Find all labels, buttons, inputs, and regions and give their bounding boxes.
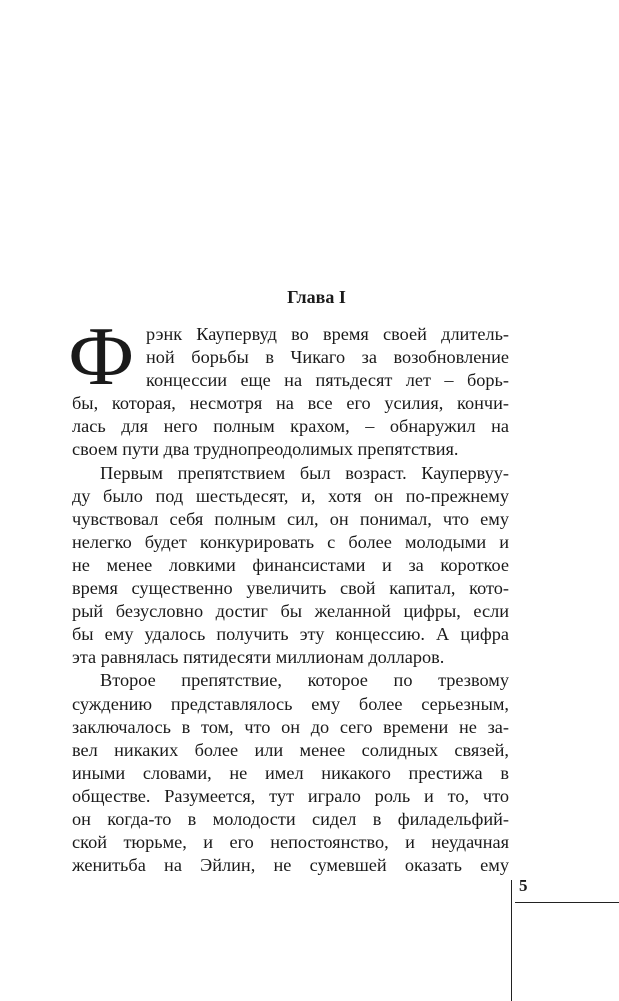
drop-cap: Ф	[68, 310, 135, 403]
text-line: ной борьбы в Чикаго за возобновление	[146, 347, 509, 368]
text-line: бы, которая, несмотря на все его усилия, кончи-	[72, 393, 509, 414]
text-line: эта равнялась пятидесяти миллионам долларов.	[72, 647, 445, 668]
body-text	[68, 310, 509, 877]
paragraph	[72, 323, 509, 462]
text-line: Первым препятствием был возраст. Каупервуу-	[100, 462, 509, 483]
text-line: ской тюрьме, и его непостоянство, и неудачная	[72, 832, 509, 853]
text-line: он когда-то в молодости сидел в филадельфий-	[72, 808, 509, 829]
text-line: лась для него полным крахом, – обнаружил на	[72, 416, 509, 437]
text-line: рый безусловно достиг бы желанной цифры, если	[72, 601, 509, 622]
text-line: концессии еще на пятьдесят лет – борь-	[146, 370, 509, 391]
text-line: время существенно увеличить свой капитал, кото-	[72, 578, 509, 599]
text-line: иными словами, не имел никакого престижа в	[72, 762, 509, 783]
text-line: ду было под шестьдесят, и, хотя он по-прежнему	[72, 485, 509, 506]
paragraph	[72, 669, 509, 877]
text-line: своем пути два труднопреодолимых препятствия.	[72, 439, 459, 460]
text-line: обществе. Разумеется, тут играло роль и то, что	[72, 785, 509, 806]
chapter-title-text: Глава I	[287, 287, 346, 307]
chapter-title	[0, 287, 619, 308]
horizontal-rule	[515, 902, 619, 903]
text-line: нелегко будет конкурировать с более молодыми и	[72, 531, 509, 552]
paragraph	[72, 462, 509, 670]
text-line: бы ему удалось получить эту концессию. А цифра	[72, 624, 509, 645]
text-line: не менее ловкими финансистами и за короткое	[72, 554, 509, 575]
text-line: суждению представлялось ему более серьезным,	[72, 693, 509, 714]
text-line: заключалось в том, что он до сего времени не за-	[72, 716, 509, 737]
text-line: Второе препятствие, которое по трезвому	[100, 670, 509, 691]
text-line: женитьба на Эйлин, не сумевшей оказать ему	[72, 855, 509, 876]
text-line: чувствовал себя полным сил, он понимал, что ему	[72, 508, 509, 529]
text-line: рэнк Каупервуд во время своей длитель-	[146, 324, 509, 344]
page-number: 5	[519, 876, 528, 895]
text-line: вел никаких более или менее солидных связей,	[72, 739, 509, 760]
vertical-rule	[511, 880, 512, 1001]
